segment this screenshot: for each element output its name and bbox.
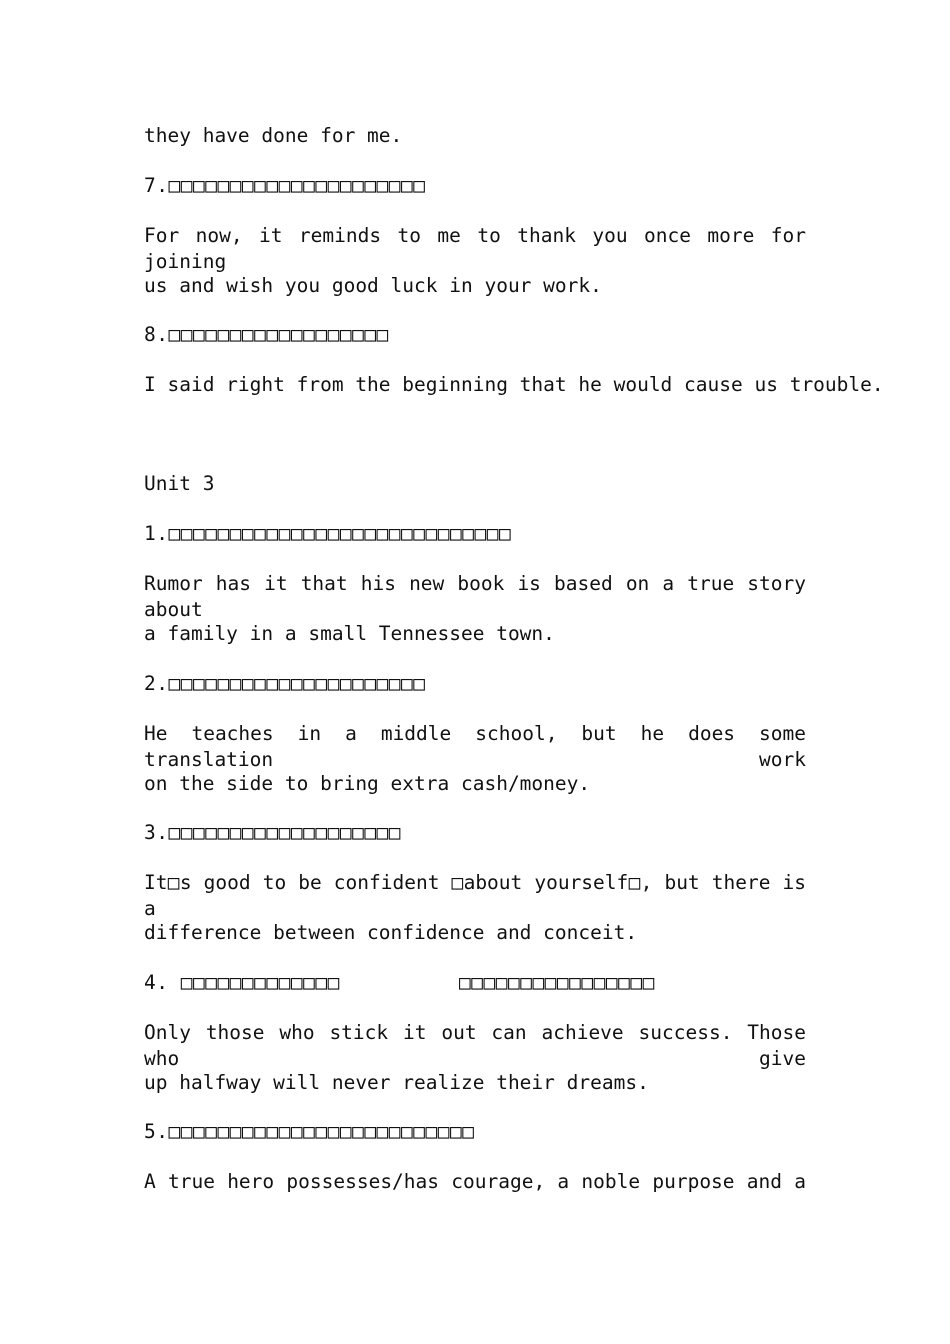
chinese-sentence-4-part-1: 4. □□□□□□□□□□□□□ <box>144 971 340 994</box>
chinese-sentence-4-part-2: □□□□□□□□□□□□□□□□ <box>459 971 655 994</box>
translation-line: I said right from the beginning that he would cause us trouble. <box>144 373 884 396</box>
translation-line: Only those who stick it out can achieve success. Those who give <box>144 1021 806 1070</box>
text-line: us and wish you good luck in your work. <box>144 274 602 297</box>
chinese-sentence-1: 1.□□□□□□□□□□□□□□□□□□□□□□□□□□□□ <box>144 522 512 545</box>
chinese-sentence-5: 5.□□□□□□□□□□□□□□□□□□□□□□□□□ <box>144 1120 475 1143</box>
translation-line: Rumor has it that his new book is based on a true story about <box>144 572 806 621</box>
text-line: difference between confidence and conceit. <box>144 921 638 944</box>
chinese-sentence-3: 3.□□□□□□□□□□□□□□□□□□□ <box>144 821 402 844</box>
text-line: a family in a small Tennessee town. <box>144 622 555 645</box>
text-line: on the side to bring extra cash/money. <box>144 772 591 795</box>
translation-line: It□s good to be confident □about yourself□, but there is a <box>144 871 806 920</box>
text-line: up halfway will never realize their dreams. <box>144 1071 649 1094</box>
translation-line: A true hero possesses/has courage, a noble purpose and a <box>144 1170 806 1193</box>
translation-line: For now, it reminds to me to thank you once more for joining <box>144 224 806 273</box>
unit-heading: Unit 3 <box>144 472 215 495</box>
translation-line: He teaches in a middle school, but he does some translation work <box>144 722 806 771</box>
text-line: they have done for me. <box>144 124 403 147</box>
chinese-sentence-2: 2.□□□□□□□□□□□□□□□□□□□□□ <box>144 672 426 695</box>
chinese-sentence-7: 7.□□□□□□□□□□□□□□□□□□□□□ <box>144 174 426 197</box>
chinese-sentence-8: 8.□□□□□□□□□□□□□□□□□□ <box>144 323 389 346</box>
